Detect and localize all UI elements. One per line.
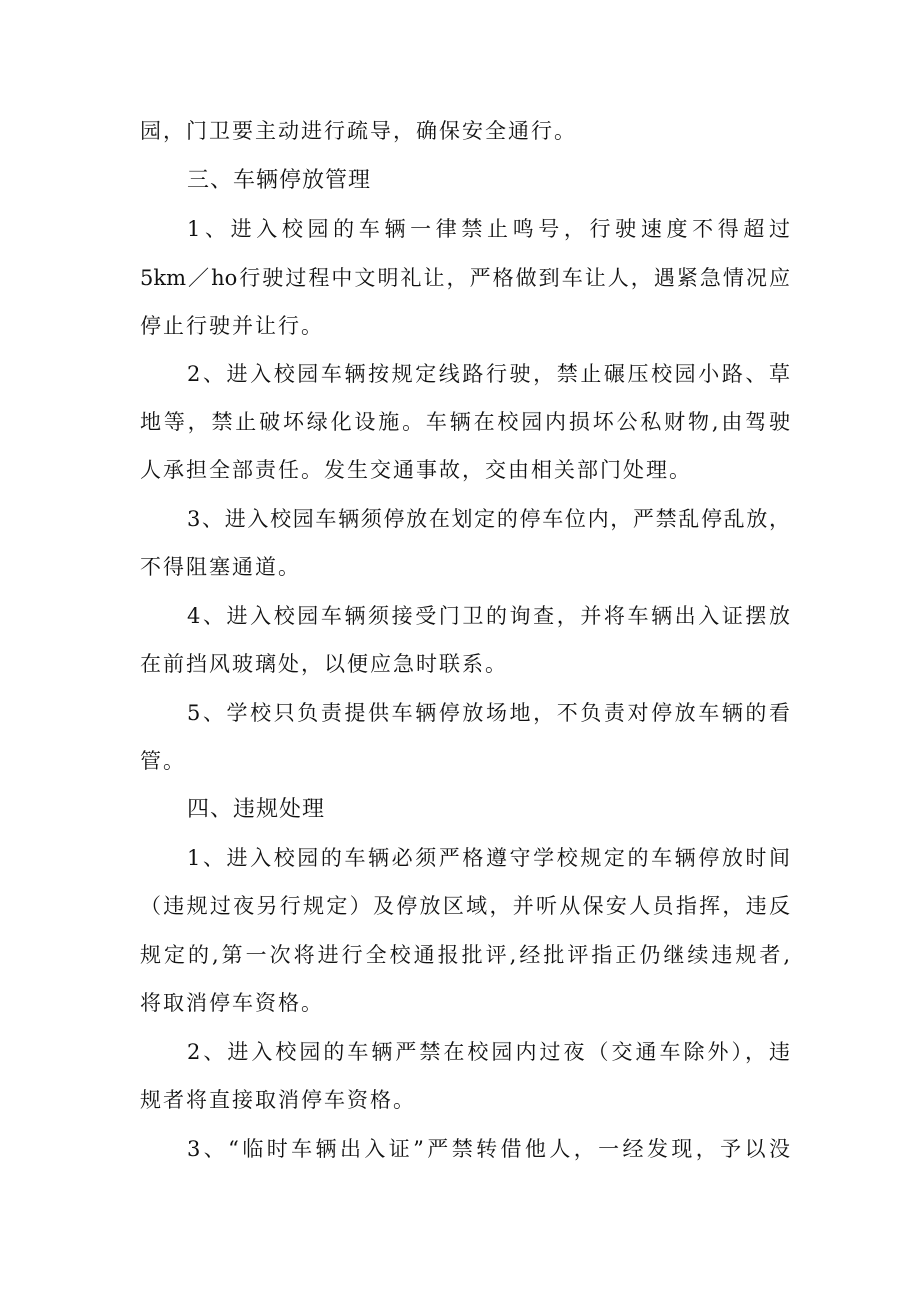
paragraph-line: 2、进入校园的车辆严禁在校园内过夜（交通车除外），违 — [187, 1040, 790, 1064]
section-heading: 三、车辆停放管理 — [187, 168, 372, 193]
paragraph-line: 4、进入校园车辆须接受门卫的询查，并将车辆出入证摆放 — [187, 604, 790, 628]
paragraph-line: 停止行驶并让行。 — [140, 314, 324, 338]
paragraph-line: 地等，禁止破坏绿化设施。车辆在校园内损坏公私财物,由驾驶 — [140, 410, 790, 434]
paragraph-line: 不得阻塞通道。 — [140, 555, 301, 579]
paragraph-line: 在前挡风玻璃处，以便应急时联系。 — [140, 652, 508, 676]
paragraph-line: 规定的,第一次将进行全校通报批评,经批评指正仍继续违规者, — [140, 943, 790, 967]
paragraph-line: 规者将直接取消停车资格。 — [140, 1088, 416, 1112]
paragraph-line: 将取消停车资格。 — [140, 991, 324, 1015]
paragraph-line: 5、学校只负责提供车辆停放场地，不负责对停放车辆的看 — [187, 701, 790, 725]
paragraph-line: 1、进入校园的车辆必须严格遵守学校规定的车辆停放时间 — [187, 846, 790, 870]
paragraph-line: 1、进入校园的车辆一律禁止鸣号，行驶速度不得超过 — [187, 217, 790, 241]
paragraph-line: 3、进入校园车辆须停放在划定的停车位内，严禁乱停乱放， — [187, 507, 790, 531]
paragraph-line: 2、进入校园车辆按规定线路行驶，禁止碾压校园小路、草 — [187, 362, 790, 386]
paragraph-line: 3、“临时车辆出入证”严禁转借他人，一经发现，予以没 — [187, 1137, 790, 1161]
paragraph-line: 园，门卫要主动进行疏导，确保安全通行。 — [140, 119, 577, 143]
section-heading: 四、违规处理 — [187, 797, 326, 822]
paragraph-line: 5km／ho行驶过程中文明礼让，严格做到车让人，遇紧急情况应 — [140, 266, 790, 290]
paragraph-line: （违规过夜另行规定）及停放区域，并听从保安人员指挥，违反 — [140, 894, 790, 918]
paragraph-line: 人承担全部责任。发生交通事故，交由相关部门处理。 — [140, 458, 692, 482]
paragraph-line: 管。 — [140, 749, 186, 773]
